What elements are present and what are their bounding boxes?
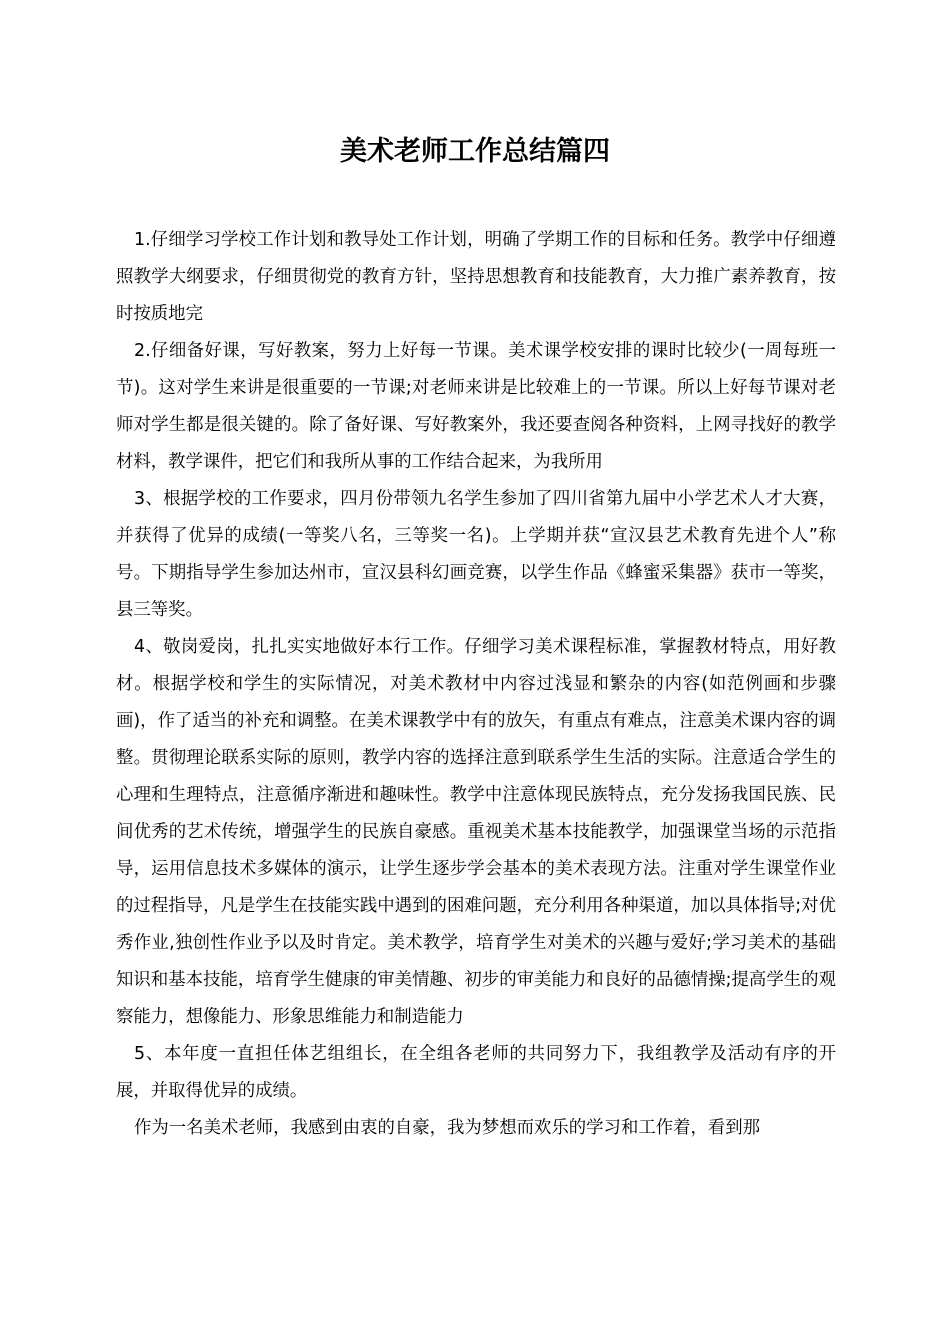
paragraph-2: 2.仔细备好课，写好教案，努力上好每一节课。美术课学校安排的课时比较少(一周每班一节)。这对学生来讲是很重要的一节课;对老师来讲是比较难上的一节课。所以上好每节课对老师对学生都是很关键的。除了备好课、写好教案外，我还要查阅各种资料，上网寻找好的教学材料，教学课件，把它们和我所从事的工作结合起来，为我所用: [116, 341, 836, 472]
paragraph-4: 4、敬岗爱岗，扎扎实实地做好本行工作。仔细学习美术课程标准，掌握教材特点，用好教材。根据学校和学生的实际情况，对美术教材中内容过浅显和繁杂的内容(如范例画和步骤画)，作了适当的补充和调整。在美术课教学中有的放矢，有重点有难点，注意美术课内容的调整。贯彻理论联系实际的原则，教学内容的选择注意到联系学生生活的实际。注意适合学生的心理和生理特点，注意循序渐进和趣味性。教学中注意体现民族特点，充分发扬我国民族、民间优秀的艺术传统，增强学生的民族自豪感。重视美术基本技能教学，加强课堂当场的示范指导，运用信息技术多媒体的演示，让学生逐步学会基本的美术表现方法。注重对学生课堂作业的过程指导，凡是学生在技能实践中遇到的困难问题，充分利用各种渠道，加以具体指导;对优秀作业,独创性作业予以及时肯定。美术教学，培育学生对美术的兴趣与爱好;学习美术的基础知识和基本技能，培育学生健康的审美情趣、初步的审美能力和良好的品德情操;提高学生的观察能力，想像能力、形象思维能力和制造能力: [116, 637, 836, 1027]
paragraph-6: 作为一名美术老师，我感到由衷的自豪，我为梦想而欢乐的学习和工作着，看到那: [134, 1118, 761, 1138]
paragraph-1: 1.仔细学习学校工作计划和教导处工作计划，明确了学期工作的目标和任务。教学中仔细遵照教学大纲要求，仔细贯彻党的教育方针，坚持思想教育和技能教育，大力推广素养教育，按时按质地完: [116, 230, 836, 324]
document-title: 美术老师工作总结篇四: [340, 136, 610, 167]
paragraph-5: 5、本年度一直担任体艺组组长，在全组各老师的共同努力下，我组教学及活动有序的开展，并取得优异的成绩。: [116, 1044, 836, 1101]
paragraph-3: 3、根据学校的工作要求，四月份带领九名学生参加了四川省第九届中小学艺术人才大赛，并获得了优异的成绩(一等奖八名，三等奖一名)。上学期并获“宣汉县艺术教育先进个人”称号。下期指导学生参加达州市，宣汉县科幻画竞赛，以学生作品《蜂蜜采集器》获市一等奖，县三等奖。: [116, 489, 836, 620]
document-body: [116, 222, 836, 1147]
